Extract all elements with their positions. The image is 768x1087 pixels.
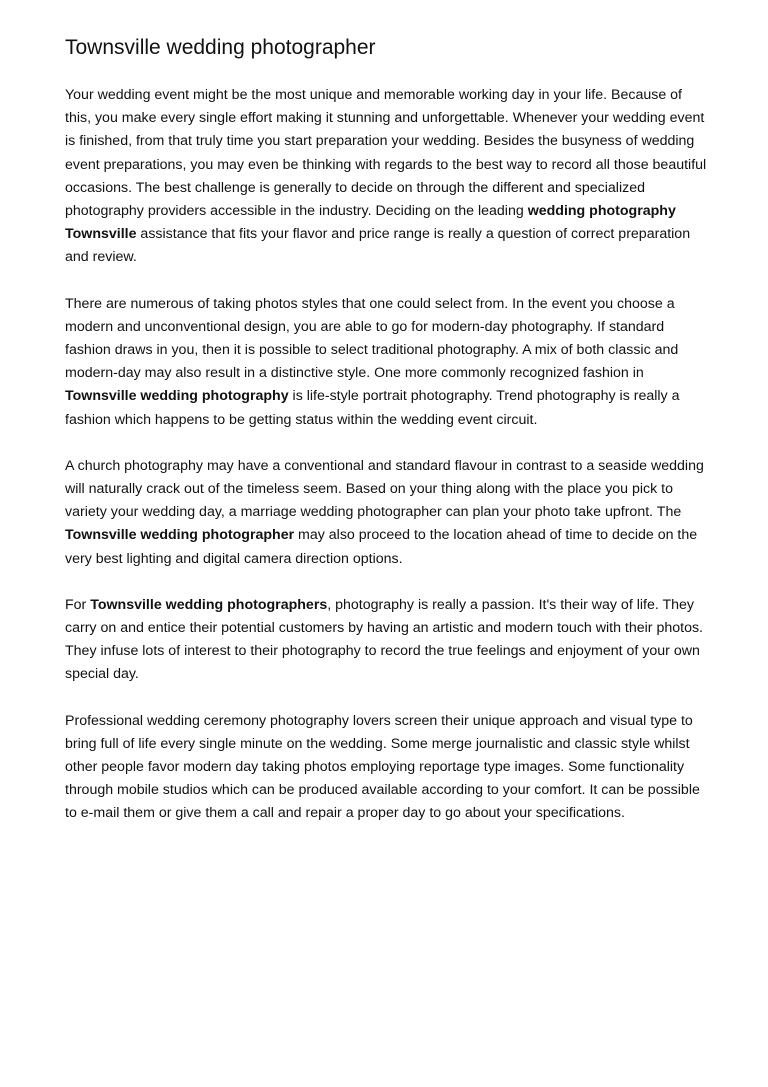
document-page xyxy=(65,34,710,849)
paragraph-text: For xyxy=(65,596,91,613)
paragraph-text: may also proceed to the location ahead of time to decide on the very best lighting and digital camera direction options. xyxy=(65,527,698,567)
paragraph-4 xyxy=(65,594,710,687)
paragraph-5 xyxy=(65,710,710,826)
bold-keyword: Townsville wedding photographers xyxy=(90,596,328,613)
paragraph-text: assistance that fits your flavor and price range is really a question of correct preparation and review. xyxy=(65,226,691,266)
paragraph-text: Professional wedding ceremony photography lovers screen their unique approach and visual type to bring full of life every single minute on the wedding. Some merge journalistic and classic style whilst other people favor modern day taking photos employing reportage type images. Some functionality through mobile studios which can be produced available according to your comfort. It can be possible to e-mail them or give them a call and repair a proper day to go about your specifications. xyxy=(65,712,700,822)
bold-keyword: wedding photography Townsville xyxy=(65,203,676,243)
bold-keyword: Townsville wedding photography xyxy=(65,388,289,405)
paragraph-3 xyxy=(65,455,710,571)
paragraph-text: is life-style portrait photography. Trend photography is really a fashion which happens to be getting status within the wedding event circuit. xyxy=(65,388,680,428)
paragraph-1 xyxy=(65,84,710,270)
page-title: Townsville wedding photographer xyxy=(65,36,376,59)
paragraph-text: Your wedding event might be the most unique and memorable working day in your life. Because of this, you make every single effort making it stunning and unforgettable. Whenever your wedding event is finished, from that truly time you start preparation your wedding. Besides the busyness of wedding event preparations, you may even be thinking with regards to the best way to record all those beautiful occasions. The best challenge is generally to decide on through the different and specialized photography providers accessible in the industry. Deciding on the leading xyxy=(65,87,707,220)
paragraph-text: , photography is really a passion. It's their way of life. They carry on and entice their potential customers by having an artistic and modern touch with their photos. They infuse lots of interest to their photography to record the true feelings and enjoyment of your own special day. xyxy=(65,596,703,683)
paragraph-text: There are numerous of taking photos styles that one could select from. In the event you choose a modern and unconventional design, you are able to go for modern-day photography. If standard fashion draws in you, then it is possible to select traditional photography. A mix of both classic and modern-day may also result in a distinctive style. One more commonly recognized fashion in xyxy=(65,295,679,382)
paragraph-text: A church photography may have a conventional and standard flavour in contrast to a seaside wedding will naturally crack out of the timeless seem. Based on your thing along with the place you pick to variety your wedding day, a marriage wedding photographer can plan your photo take upfront. The xyxy=(65,457,704,521)
bold-keyword: Townsville wedding photographer xyxy=(65,527,295,544)
paragraph-2 xyxy=(65,293,710,432)
